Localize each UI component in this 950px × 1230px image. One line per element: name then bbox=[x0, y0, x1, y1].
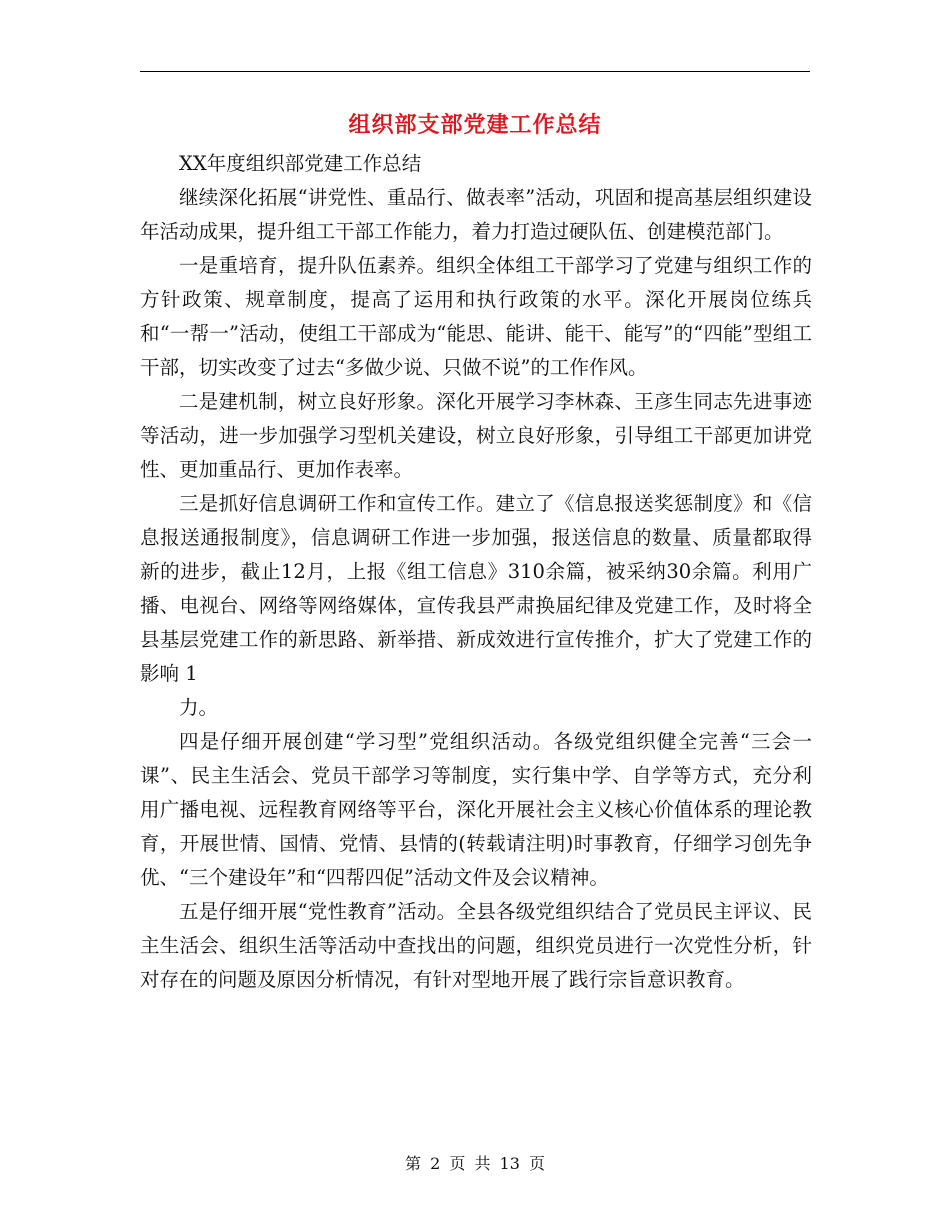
page-number-footer: 第 2 页 共 13 页 bbox=[405, 1154, 545, 1173]
paragraph-point-5: 五是仔细开展“党性教育”活动。全县各级党组织结合了党员民主评议、民主生活会、组织生活等活动中查找出的问题，组织党员进行一次党性分析，针对存在的问题及原因分析情况，有针对型地开展了践行宗旨意识教育。 bbox=[140, 900, 812, 991]
document-title: 组织部支部党建工作总结 bbox=[348, 113, 602, 138]
header-rule bbox=[140, 71, 810, 72]
paragraph-intro: 继续深化拓展“讲党性、重品行、做表率”活动，巩固和提高基层组织建设年活动成果，提升组工干部工作能力，着力打造过硬队伍、创建模范部门。 bbox=[140, 186, 812, 243]
paragraph-point-2: 二是建机制，树立良好形象。深化开展学习李林森、王彦生同志先进事迹等活动，进一步加强学习型机关建设，树立良好形象，引导组工干部更加讲党性、更加重品行、更加作表率。 bbox=[140, 390, 812, 481]
paragraph-point-3: 三是抓好信息调研工作和宣传工作。建立了《信息报送奖惩制度》和《信息报送通报制度》，信息调研工作进一步加强，报送信息的数量、质量都取得新的进步，截止12月，上报《组工信息》310余篇，被采纳30余篇。利用广播、电视台、网络等网络媒体，宣传我县严肃换届纪律及党建工作，及时将全县基层党建工作的新思路、新举措、新成效进行宣传推介，扩大了党建工作的影响 1 bbox=[140, 492, 812, 685]
document-body bbox=[140, 147, 812, 997]
paragraph-point-4: 四是仔细开展创建“学习型”党组织活动。各级党组织健全完善“三会一课”、民主生活会、党员干部学习等制度，实行集中学、自学等方式，充分利用广播电视、远程教育网络等平台，深化开展社会主义核心价值体系的理论教育，开展世情、国情、党情、县情的(转载请注明)时事教育，仔细学习创先争优、“三个建设年”和“四帮四促”活动文件及会议精神。 bbox=[140, 730, 812, 889]
paragraph-point-3-continued: 力。 bbox=[179, 696, 219, 719]
paragraph-point-1: 一是重培育，提升队伍素养。组织全体组工干部学习了党建与组织工作的方针政策、规章制度，提高了运用和执行政策的水平。深化开展岗位练兵和“一帮一”活动，使组工干部成为“能思、能讲、能干、能写”的“四能”型组工干部，切实改变了过去“多做少说、只做不说”的工作作风。 bbox=[140, 254, 812, 379]
paragraph-subtitle: XX年度组织部党建工作总结 bbox=[179, 152, 422, 175]
